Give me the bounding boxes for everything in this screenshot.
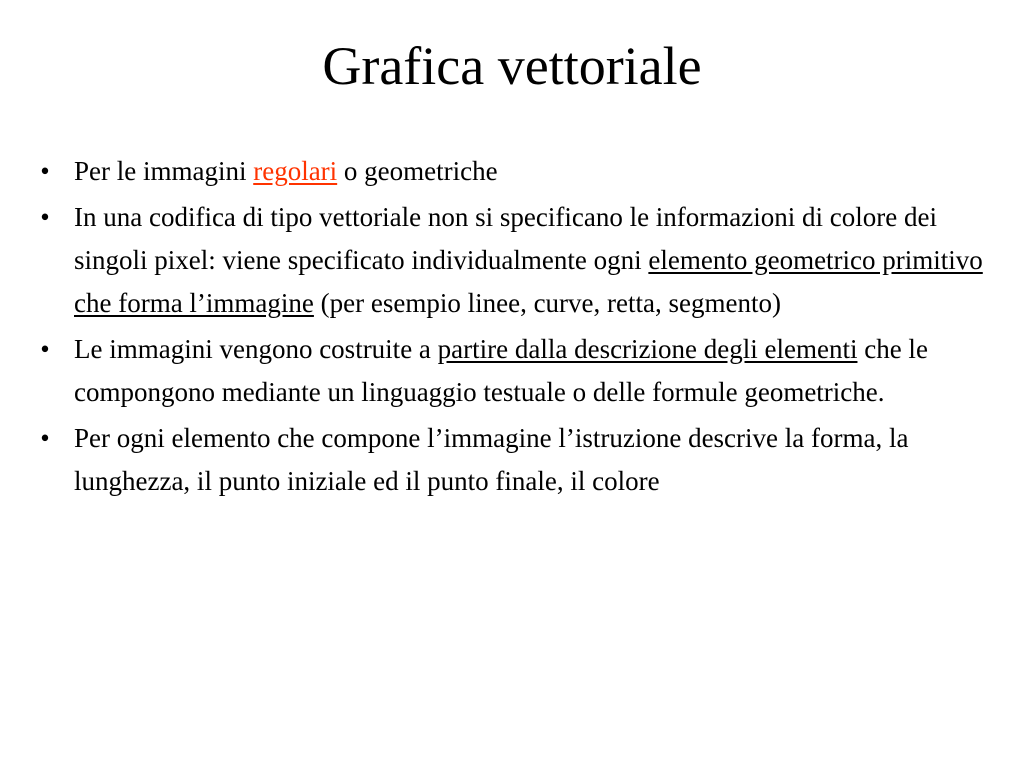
bullet-item	[30, 196, 990, 325]
bullet-list	[30, 150, 990, 506]
underlined-phrase: partire dalla descrizione degli elementi	[437, 334, 858, 364]
bullet-text: Per le immagini	[74, 156, 254, 186]
bullet-item	[30, 417, 990, 503]
slide-title: Grafica vettoriale	[322, 36, 702, 96]
bullet-text: Le immagini vengono costruite a	[74, 334, 438, 364]
bullet-text: (per esempio linee, curve, retta, segmento)	[313, 288, 781, 318]
bullet-dot: •	[40, 423, 50, 453]
bullet-item	[30, 328, 990, 414]
bullet-text: che le compongono mediante un linguaggio testuale o delle formule geometriche.	[74, 334, 928, 407]
bullet-text: Per ogni elemento che compone l’immagine l’istruzione descrive la forma, la lunghezza, il punto iniziale ed il punto finale, il colore	[74, 423, 909, 496]
bullet-text: In una codifica di tipo vettoriale non si specificano le informazioni di colore dei singoli pixel: viene specificato individualmente ogni	[74, 202, 937, 275]
bullet-text: o geometriche	[337, 156, 498, 186]
bullet-item	[30, 150, 990, 193]
bullet-dot: •	[40, 334, 50, 364]
regolari-link[interactable]: regolari	[253, 156, 338, 186]
bullet-dot: •	[40, 156, 50, 186]
underlined-phrase: elemento geometrico primitivo che forma l’immagine	[74, 245, 983, 318]
bullet-dot: •	[40, 202, 50, 232]
